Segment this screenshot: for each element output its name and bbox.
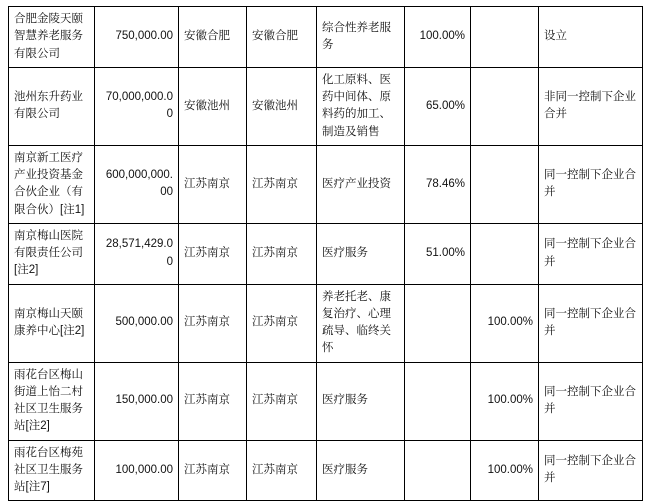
subsidiary-name: 雨花台区梅苑社区卫生服务站[注7] <box>9 440 95 501</box>
direct-holding-pct: 51.00% <box>405 223 471 284</box>
indirect-holding-pct <box>471 223 539 284</box>
registered-capital: 500,000.00 <box>95 284 179 362</box>
direct-holding-pct <box>405 362 471 440</box>
business-place: 江苏南京 <box>247 145 317 223</box>
business-scope: 医疗服务 <box>317 223 405 284</box>
business-scope: 医疗服务 <box>317 362 405 440</box>
subsidiary-name: 南京新工医疗产业投资基金合伙企业（有限合伙）[注1] <box>9 145 95 223</box>
indirect-holding-pct <box>471 7 539 68</box>
indirect-holding-pct: 100.00% <box>471 362 539 440</box>
registered-place: 安徽池州 <box>179 67 247 145</box>
indirect-holding-pct <box>471 145 539 223</box>
acquisition-method: 同一控制下企业合并 <box>539 284 643 362</box>
table-row <box>9 284 643 362</box>
registered-place: 江苏南京 <box>179 284 247 362</box>
table-row <box>9 7 643 68</box>
direct-holding-pct: 100.00% <box>405 7 471 68</box>
acquisition-method: 同一控制下企业合并 <box>539 223 643 284</box>
acquisition-method: 同一控制下企业合并 <box>539 440 643 501</box>
direct-holding-pct <box>405 284 471 362</box>
business-scope: 化工原料、医药中间体、原料药的加工、制造及销售 <box>317 67 405 145</box>
acquisition-method: 非同一控制下企业合并 <box>539 67 643 145</box>
registered-place: 江苏南京 <box>179 440 247 501</box>
subsidiary-name: 雨花台区梅山街道上怡二村社区卫生服务站[注2] <box>9 362 95 440</box>
direct-holding-pct <box>405 440 471 501</box>
business-scope: 综合性养老服务 <box>317 7 405 68</box>
indirect-holding-pct <box>471 67 539 145</box>
registered-capital: 70,000,000.00 <box>95 67 179 145</box>
direct-holding-pct: 78.46% <box>405 145 471 223</box>
subsidiary-name: 合肥金陵天颐智慧养老服务有限公司 <box>9 7 95 68</box>
table-row <box>9 440 643 501</box>
business-place: 江苏南京 <box>247 440 317 501</box>
business-place: 江苏南京 <box>247 284 317 362</box>
indirect-holding-pct: 100.00% <box>471 440 539 501</box>
registered-capital: 750,000.00 <box>95 7 179 68</box>
registered-place: 江苏南京 <box>179 145 247 223</box>
acquisition-method: 同一控制下企业合并 <box>539 362 643 440</box>
table-row <box>9 362 643 440</box>
registered-capital: 150,000.00 <box>95 362 179 440</box>
registered-place: 安徽合肥 <box>179 7 247 68</box>
registered-capital: 100,000.00 <box>95 440 179 501</box>
subsidiary-name: 南京梅山医院有限责任公司[注2] <box>9 223 95 284</box>
acquisition-method: 同一控制下企业合并 <box>539 145 643 223</box>
business-scope: 养老托老、康复治疗、心理疏导、临终关怀 <box>317 284 405 362</box>
business-place: 江苏南京 <box>247 362 317 440</box>
subsidiaries-table <box>8 6 643 501</box>
indirect-holding-pct: 100.00% <box>471 284 539 362</box>
subsidiary-name: 池州东升药业有限公司 <box>9 67 95 145</box>
registered-place: 江苏南京 <box>179 223 247 284</box>
business-place: 安徽合肥 <box>247 7 317 68</box>
direct-holding-pct: 65.00% <box>405 67 471 145</box>
business-scope: 医疗服务 <box>317 440 405 501</box>
table-row <box>9 145 643 223</box>
business-place: 江苏南京 <box>247 223 317 284</box>
acquisition-method: 设立 <box>539 7 643 68</box>
registered-capital: 28,571,429.00 <box>95 223 179 284</box>
registered-place: 江苏南京 <box>179 362 247 440</box>
registered-capital: 600,000,000.00 <box>95 145 179 223</box>
business-scope: 医疗产业投资 <box>317 145 405 223</box>
business-place: 安徽池州 <box>247 67 317 145</box>
table-row <box>9 67 643 145</box>
subsidiary-name: 南京梅山天颐康养中心[注2] <box>9 284 95 362</box>
table-row <box>9 223 643 284</box>
